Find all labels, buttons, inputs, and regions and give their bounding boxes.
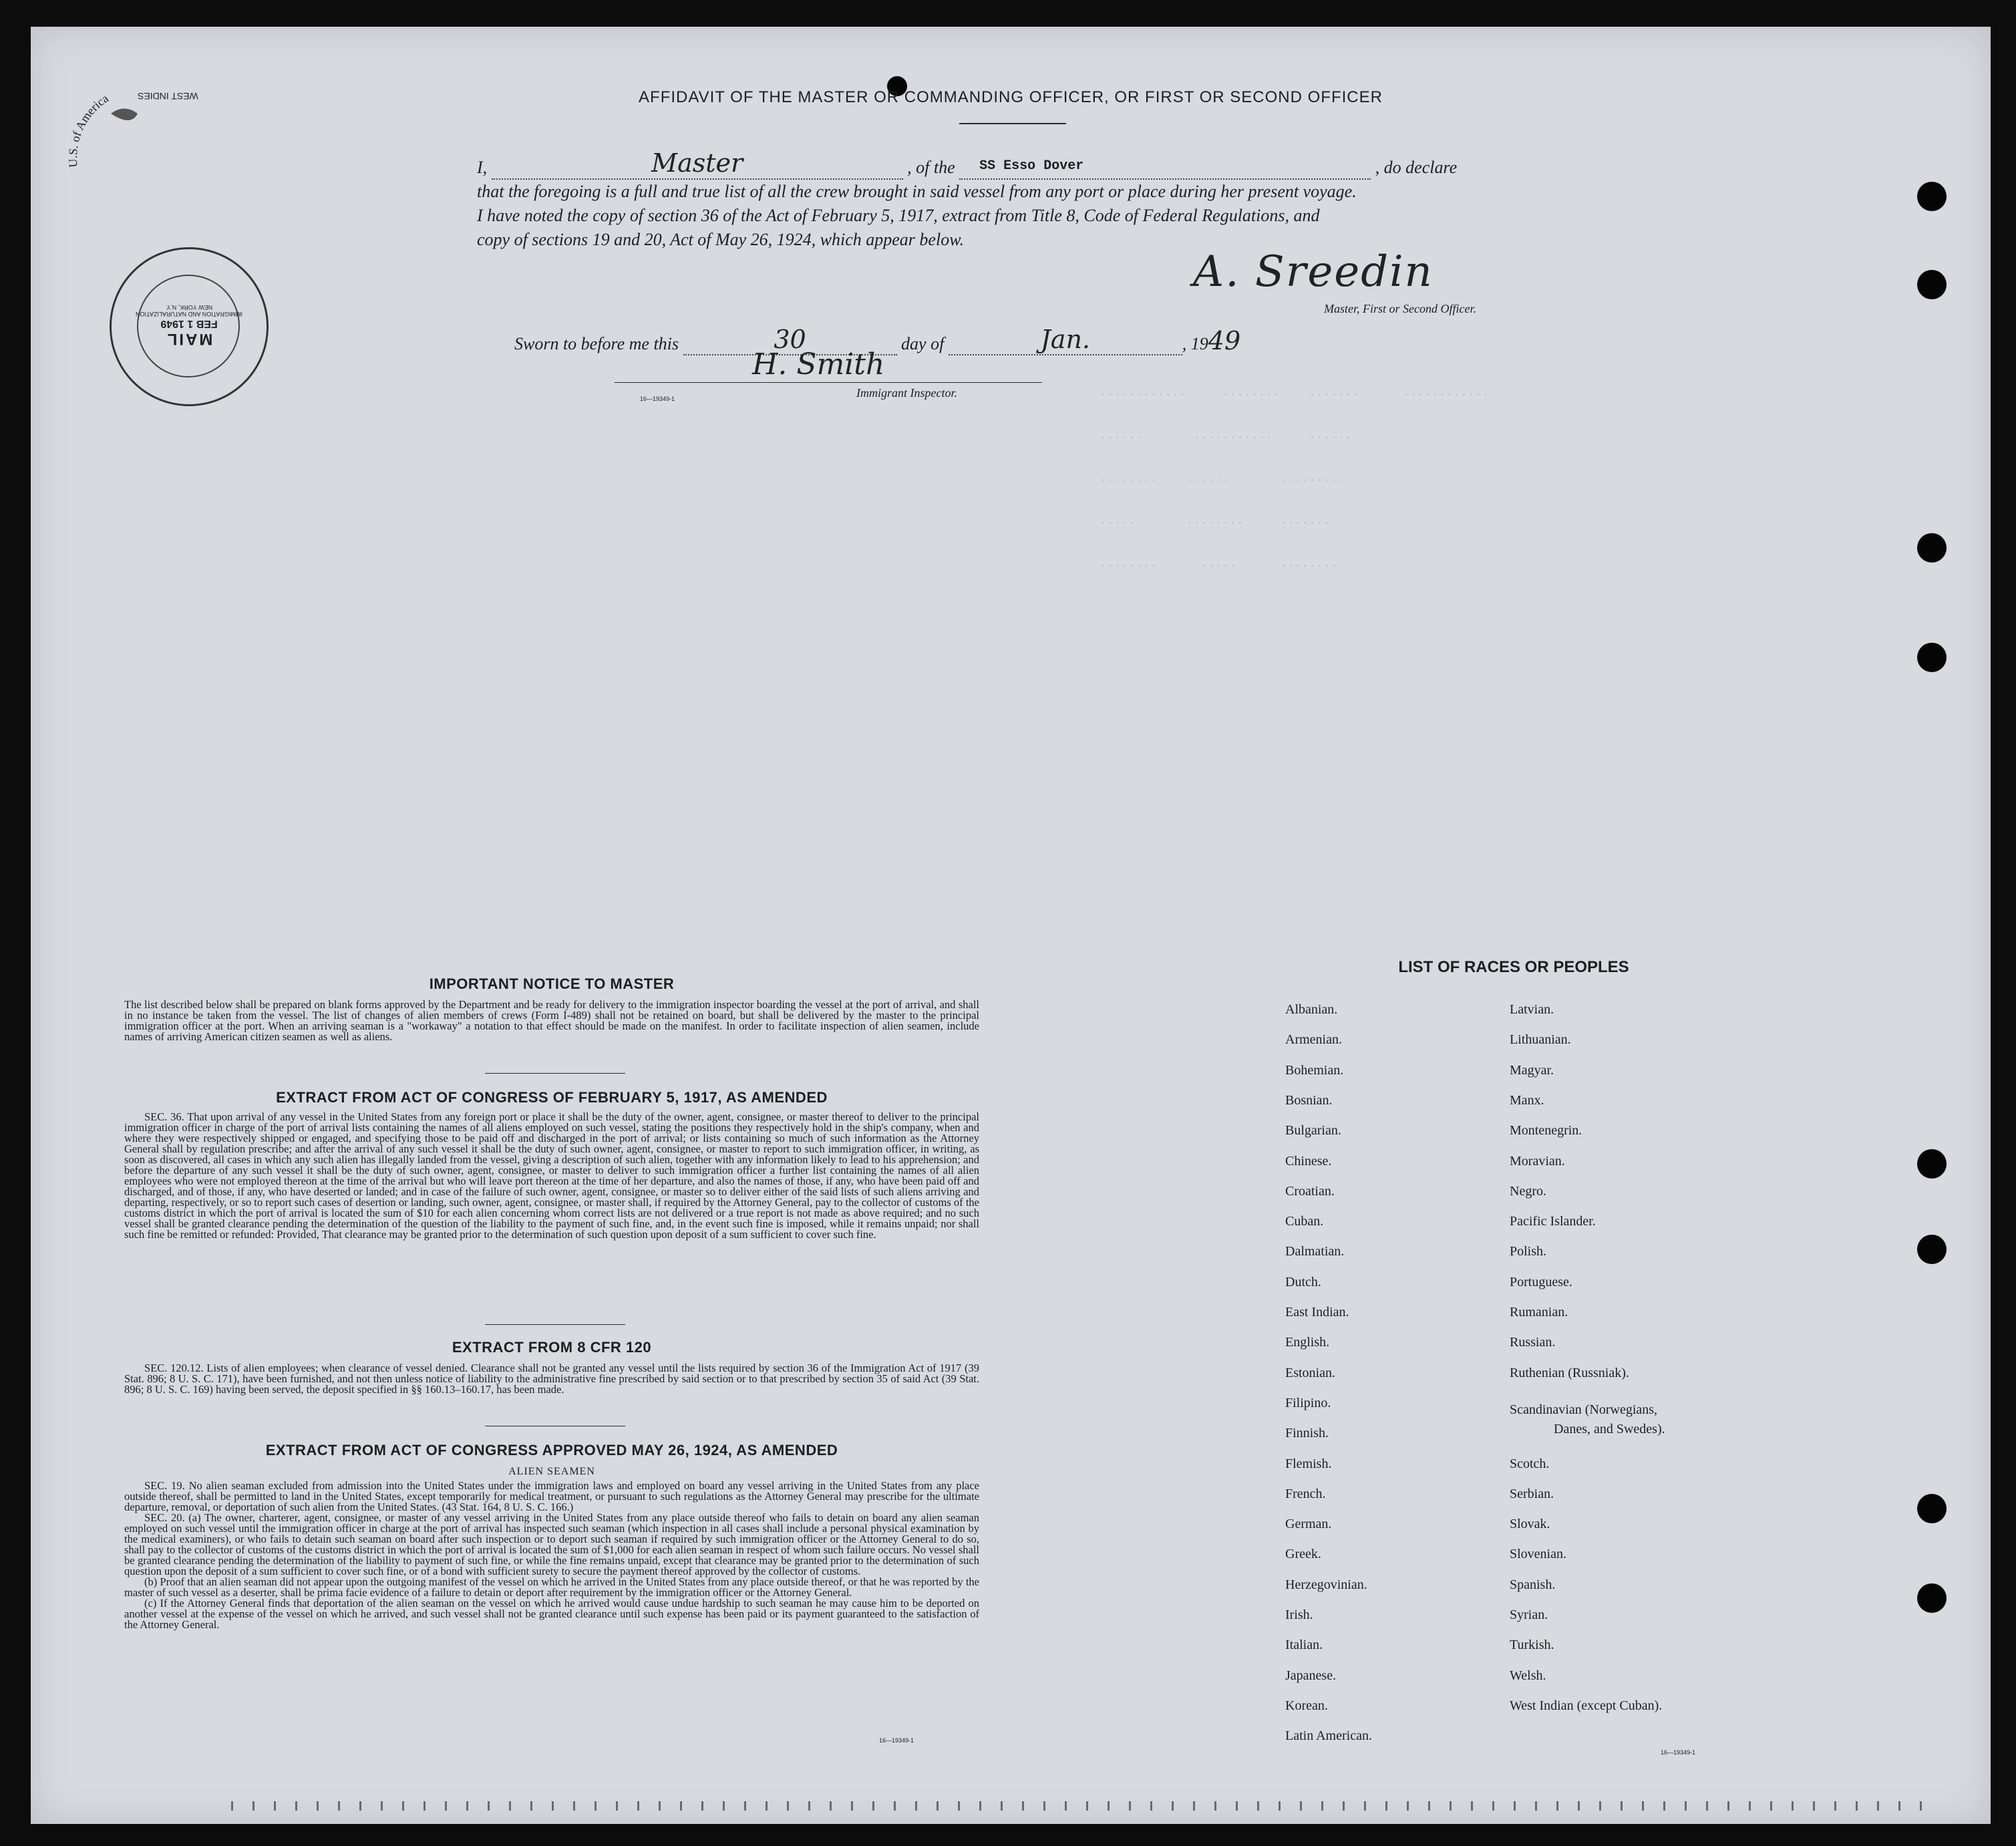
master-hand: Master xyxy=(651,148,743,178)
vessel-name: SS Esso Dover xyxy=(979,158,1084,174)
race-item: Russian. xyxy=(1510,1335,1556,1350)
race-item: Croatian. xyxy=(1285,1183,1335,1199)
punch-hole xyxy=(1917,270,1947,299)
year-prefix: , 19 xyxy=(1182,334,1208,353)
day-value: 30 xyxy=(774,325,806,354)
extract-1917-rule xyxy=(485,1324,625,1325)
notice-rule xyxy=(485,1073,625,1074)
form-number-right: 16—19349-1 xyxy=(1661,1749,1696,1756)
month-field xyxy=(949,325,1182,355)
master-signature-caption: Master, First or Second Officer. xyxy=(1324,302,1476,315)
year-value: 49 xyxy=(1208,326,1241,355)
corner-stamp-text2: WEST INDIES xyxy=(138,91,198,102)
race-item: Pacific Islander. xyxy=(1510,1214,1596,1229)
races-title: LIST OF RACES OR PEOPLES xyxy=(1398,958,1629,976)
bleed-through-text: ············ ········ ······· ············ ······ ··········· ······ ········ ······ ········· ····· ········ ······· ········ ····· ········ xyxy=(1100,389,1490,573)
race-item: Bosnian. xyxy=(1285,1092,1333,1108)
i-label: I, xyxy=(477,158,488,177)
race-scandinavian-cont: Danes, and Swedes). xyxy=(1554,1422,1665,1436)
race-item: Slovenian. xyxy=(1510,1547,1566,1562)
stamp-line-2: FEB 1 1949 xyxy=(160,318,218,329)
master-signature: A. Sreedin xyxy=(1193,247,1434,297)
race-item: Greek. xyxy=(1285,1547,1321,1562)
race-item: Scotch. xyxy=(1510,1456,1550,1471)
inspector-signature: H. Smith xyxy=(752,347,885,381)
race-item: Bulgarian. xyxy=(1285,1123,1341,1138)
race-item: Estonian. xyxy=(1285,1365,1335,1380)
stamp-line-4: NEW YORK, N.Y. xyxy=(165,304,213,311)
bottom-registration-marks xyxy=(231,1801,1928,1811)
stamp-line-3: IMMIGRATION AND NATURALIZATION xyxy=(136,311,243,317)
declaration-line-2: that the foregoing is a full and true list of all the crew brought in said vessel from any port or place during her present voyage. xyxy=(477,182,1357,201)
vessel-field xyxy=(959,152,1371,180)
race-item: Negro. xyxy=(1510,1183,1546,1199)
form-number-top: 16—19349-1 xyxy=(640,396,675,402)
race-item: Manx. xyxy=(1510,1092,1544,1108)
race-item: Irish. xyxy=(1285,1607,1313,1622)
inspector-caption: Immigrant Inspector. xyxy=(856,386,957,400)
extract-cfr-title: EXTRACT FROM 8 CFR 120 xyxy=(452,1339,652,1356)
notice-text: The list described below shall be prepared on blank forms approved by the Department and be ready for delivery to the immigration inspector boarding the vessel at the port of arrival, and shall in no instance be taken from the vessel. The list of changes of alien members of crews (Form I-489) shall not be retained on board, but shall be delivered by the master to the principal immigration officer at the port. When an arriving seaman is a "workaway" a notation to that effect should be made on the manifest. In order to facilitate inspection of alien seamen, include names of arriving American citizen seamen as well as aliens. xyxy=(124,998,979,1043)
race-item: Dutch. xyxy=(1285,1274,1321,1289)
race-item: Cuban. xyxy=(1285,1214,1324,1229)
extract-1924-sec19: SEC. 19. No alien seaman excluded from admission into the United States under the immigration laws and employed on board any vessel arriving in the United States from any place outside thereof, shall be permitted to land in the United States, except temporarily for medical treatment, or pursuant to such regulations as the Attorney General may prescribe for the ultimate departure, removal, or deportation of such alien from the United States. (43 Stat. 164, 8 U. S. C. 166.) xyxy=(124,1479,979,1513)
race-item: Flemish. xyxy=(1285,1456,1332,1471)
of-the-label: , of the xyxy=(907,158,955,177)
stamp-line-1: MAIL xyxy=(165,330,213,348)
race-item: Filipino. xyxy=(1285,1395,1331,1410)
race-item: Welsh. xyxy=(1510,1668,1546,1683)
race-item: French. xyxy=(1285,1486,1326,1501)
affidavit-title: AFFIDAVIT OF THE MASTER OR COMMANDING OFFICER, OR FIRST OR SECOND OFFICER xyxy=(639,88,1383,106)
race-item: Herzegovinian. xyxy=(1285,1577,1367,1592)
day-of-label: day of xyxy=(901,334,945,353)
extract-1924-subtitle: ALIEN SEAMEN xyxy=(508,1466,595,1477)
race-item: Italian. xyxy=(1285,1638,1323,1653)
race-item: Albanian. xyxy=(1285,1002,1338,1017)
declaration-block xyxy=(477,148,1586,252)
race-item: Rumanian. xyxy=(1510,1305,1568,1320)
extract-1924-sec20a: SEC. 20. (a) The owner, charterer, agent, consignee, or master of any vessel arriving in the United States from any place outside thereof who fails to detain on board any alien seaman employed on such vessel until the immigration officer in charge at the port of arrival has inspected such seaman (which inspection in all cases shall include a personal physical examination by the medical examiners), or who fails to detain such seaman on board after such inspection or to deport such seaman if required by such immigration officer or the Attorney General to do so, shall pay to the collector of customs of the customs district in which the port of arrival is located the sum of $1,000 for each alien seaman in respect of whom such failure occurs. No vessel shall be granted clearance pending the determination of the liability to payment of such fine, or while the fine remains unpaid, except that clearance may be granted prior to the determination of such question upon the deposit of a sum sufficient to cover such fine, or of a bond with sufficient surety to secure the payment thereof approved by the collector of customs. xyxy=(124,1511,979,1577)
stamp-text xyxy=(130,304,248,348)
month-value: Jan. xyxy=(1040,325,1091,354)
punch-hole xyxy=(1917,1235,1947,1264)
punch-hole xyxy=(1917,1583,1947,1613)
extract-1924-sec20c: (c) If the Attorney General finds that deportation of the alien seaman on the vessel on which he arrived would cause undue hardship to such seaman he may cause him to be deported on another vessel at the expense of the vessel on which he arrived, and such vessel shall not be granted clearance until such expense has been paid or its payment guaranteed to the satisfaction of the Attorney General. xyxy=(124,1597,979,1631)
notice-title: IMPORTANT NOTICE TO MASTER xyxy=(429,975,675,992)
race-item: Montenegrin. xyxy=(1510,1123,1582,1138)
extract-1917-title: EXTRACT FROM ACT OF CONGRESS OF FEBRUARY 5, 1917, AS AMENDED xyxy=(276,1089,828,1106)
punch-hole xyxy=(1917,1494,1947,1523)
declaration-line-4: copy of sections 19 and 20, Act of May 26, 1924, which appear below. xyxy=(477,230,965,249)
race-item: Ruthenian (Russniak). xyxy=(1510,1365,1629,1380)
inspector-rule xyxy=(615,382,1042,383)
extract-cfr-text: SEC. 120.12. Lists of alien employees; when clearance of vessel denied. Clearance shall not be granted any vessel until the lists required by section 36 of the Immigration Act of 1917 (39 Stat. 896; 8 U. S. C. 171), have been furnished, and not then unless notice of liability to the administrative fine prescribed by said section or to that prescribed by section 35 of said Act (39 Stat. 896; 8 U. S. C. 169) having been served, the deposit specified in §§ 160.13–160.17, has been made. xyxy=(124,1362,979,1396)
extract-1924-body xyxy=(124,1481,979,1630)
extract-1924-sec20b: (b) Proof that an alien seaman did not appear upon the outgoing manifest of the vessel on which he arrived in the United States from any place outside thereof, or that he was reported by the master of such vessel as a deserter, shall be prima facie evidence of a failure to detain or deport after requirement by the immigration officer or the Attorney General. xyxy=(124,1575,979,1599)
race-item: Portuguese. xyxy=(1510,1274,1572,1289)
race-item: East Indian. xyxy=(1285,1305,1349,1320)
form-number-left: 16—19349-1 xyxy=(879,1737,914,1744)
punch-hole xyxy=(1917,643,1947,672)
race-item: Japanese. xyxy=(1285,1668,1337,1683)
race-item: Syrian. xyxy=(1510,1607,1548,1622)
race-item: Dalmatian. xyxy=(1285,1244,1345,1259)
race-item: Armenian. xyxy=(1285,1032,1342,1048)
extract-1924-title: EXTRACT FROM ACT OF CONGRESS APPROVED MAY 26, 1924, AS AMENDED xyxy=(265,1442,838,1458)
race-item: Chinese. xyxy=(1285,1153,1332,1169)
race-item: Serbian. xyxy=(1510,1486,1554,1501)
punch-hole xyxy=(1917,182,1947,211)
race-item: Spanish. xyxy=(1510,1577,1556,1592)
race-item: English. xyxy=(1285,1335,1330,1350)
race-item: Latin American. xyxy=(1285,1728,1372,1744)
race-item: Scandinavian (Norwegians, xyxy=(1510,1402,1658,1417)
document-page xyxy=(31,27,1991,1824)
corner-stamp-text: U.S. of America xyxy=(65,91,111,168)
race-item: Bohemian. xyxy=(1285,1062,1344,1078)
race-item: Lithuanian. xyxy=(1510,1032,1571,1048)
race-item: Slovak. xyxy=(1510,1517,1550,1532)
title-rule xyxy=(959,123,1066,124)
declaration-line-3: I have noted the copy of section 36 of the Act of February 5, 1917, extract from Title 8, Code of Federal Regulations, and xyxy=(477,206,1320,225)
master-field xyxy=(492,148,903,180)
immigration-stamp xyxy=(110,247,269,406)
race-item: Korean. xyxy=(1285,1698,1328,1713)
race-item: Turkish. xyxy=(1510,1638,1554,1653)
declaration-line-1 xyxy=(477,148,1586,180)
race-item: Moravian. xyxy=(1510,1153,1565,1169)
sworn-label: Sworn to before me this xyxy=(514,334,679,353)
extract-1917-text: SEC. 36. That upon arrival of any vessel in the United States from any foreign port or place it shall be the duty of the owner, agent, consignee, or master thereof to deliver to the principal immigration officer in charge of the port of arrival lists containing the names of all aliens employed on such vessel, stating the positions they respectively hold in the ship's company, when and where they were respectively shipped or engaged, and specifying those to be paid off and discharged in the port of arrival; or lists containing so much of such information as the Attorney General shall by regulation prescribe; and after the arrival of any such vessel it shall be the duty of such owner, agent, consignee, or master to report to such immigration officer, in writing, as soon as discovered, all cases in which any such alien has illegally landed from the vessel, giving a description of such alien, together with any information likely to lead to his apprehension; and before the departure of any such vessel it shall be the duty of such owner, agent, consignee, or master to deliver to such immigration officer a further list containing the names of all alien employees who were not employed thereon at the time of the arrival but who will leave port thereon at the time of her departure, and also the names of those, if any, who have been paid off and discharged, and of those, if any, who have deserted or landed; and in case of the failure of such owner, agent, consignee, or master so to deliver either of the said lists of such aliens arriving and departing, respectively, or so to report such cases of desertion or landing, such owner, agent, consignee, or master shall, if required by the Attorney General, pay to the collector of customs of the customs district in which the port of arrival is located the sum of $10 for each alien concerning whom correct lists are not delivered or a true report is not made as above required; and no such vessel shall be granted clearance pending the determination of the question of the liability to the payment of such fine, and, in the event such fine is imposed, while it remains unpaid; nor shall such fine be remitted or refunded: Provided, That clearance may be granted prior to the determination of such question upon deposit of a sum sufficient to cover such fine. xyxy=(124,1110,979,1241)
race-item: Magyar. xyxy=(1510,1062,1554,1078)
race-item: German. xyxy=(1285,1517,1332,1532)
punch-hole xyxy=(1917,1149,1947,1179)
race-item: West Indian (except Cuban). xyxy=(1510,1698,1663,1713)
race-item: Polish. xyxy=(1510,1244,1547,1259)
do-declare-label: , do declare xyxy=(1375,158,1458,177)
race-item: Finnish. xyxy=(1285,1426,1329,1441)
race-item: Latvian. xyxy=(1510,1002,1554,1017)
